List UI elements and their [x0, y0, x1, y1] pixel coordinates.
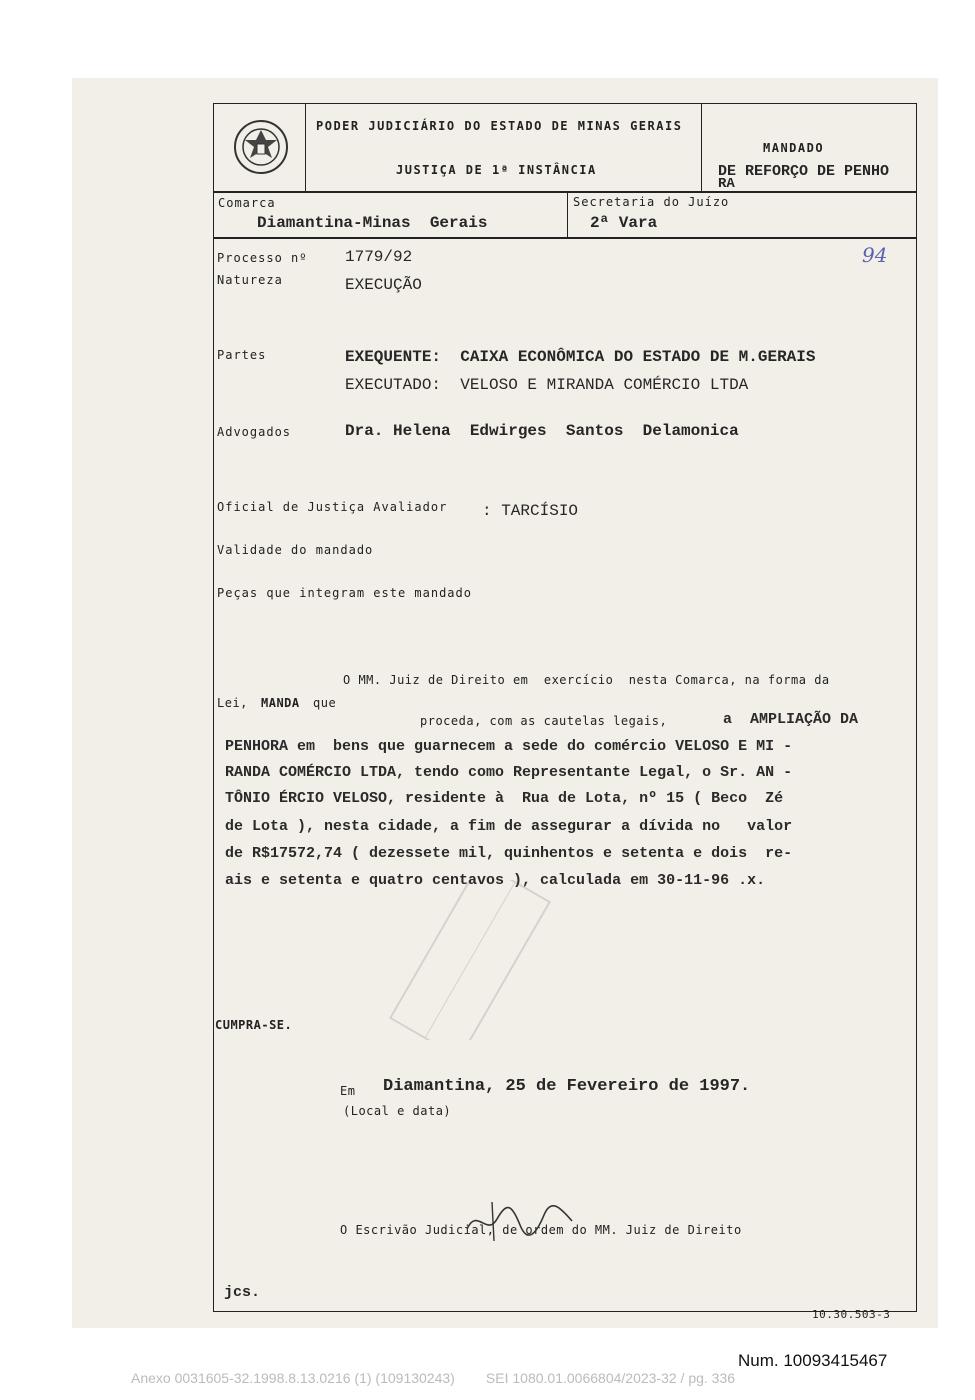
mandado-type-line1: DE REFORÇO DE PENHO [718, 163, 890, 180]
faded-stamp [360, 880, 580, 1040]
typist-initials: jcs. [224, 1284, 261, 1301]
order-lei: Lei, [217, 696, 248, 710]
court-name: PODER JUDICIÁRIO DO ESTADO DE MINAS GERAIS [316, 119, 683, 133]
exequente-line: EXEQUENTE: CAIXA ECONÔMICA DO ESTADO DE M.GERAIS [345, 348, 816, 366]
natureza-label: Natureza [217, 273, 283, 287]
mandado-label: MANDADO [763, 141, 825, 155]
pecas-label: Peças que integram este mandado [217, 586, 472, 600]
comarca-value: Diamantina-Minas Gerais [257, 214, 488, 232]
order-proceda: proceda, com as cautelas legais, [420, 714, 668, 728]
advogados-value: Dra. Helena Edwirges Santos Delamonica [345, 422, 739, 440]
form-code: 10.30.503-3 [812, 1308, 891, 1321]
advogados-label: Advogados [217, 425, 292, 439]
order-que: que [313, 696, 337, 710]
local-data-caption: (Local e data) [343, 1104, 452, 1118]
em-label: Em [340, 1084, 356, 1098]
escrivao-line: O Escrivão Judicial, de ordem do MM. Juiz de Direito [340, 1223, 742, 1237]
order-line-2: PENHORA em bens que guarnecem a sede do comércio VELOSO E MI - [225, 738, 793, 755]
footer-reference: Anexo 0031605-32.1998.8.13.0216 (1) (109130243) SEI 1080.01.0066804/2023-32 / pg. 336 [131, 1370, 736, 1386]
processo-label: Processo nº [217, 251, 308, 265]
local-data-value: Diamantina, 25 de Fevereiro de 1997. [383, 1077, 751, 1096]
cumpra-se: CUMPRA-SE. [215, 1018, 293, 1032]
partes-label: Partes [217, 348, 267, 362]
order-line-3: RANDA COMÉRCIO LTDA, tendo como Representante Legal, o Sr. AN - [225, 764, 793, 781]
order-line-4: TÔNIO ÉRCIO VELOSO, residente à Rua de Lota, nº 15 ( Beco Zé [225, 790, 784, 807]
secretaria-label: Secretaria do Juízo [573, 195, 730, 209]
validade-label: Validade do mandado [217, 543, 374, 557]
order-manda: MANDA [261, 696, 300, 710]
instance-title: JUSTIÇA DE 1ª INSTÂNCIA [396, 163, 597, 177]
secretaria-value: 2ª Vara [590, 214, 658, 232]
executado-line: EXECUTADO: VELOSO E MIRANDA COMÉRCIO LTDA [345, 376, 749, 394]
coat-of-arms-emblem [232, 118, 290, 176]
natureza-value: EXECUÇÃO [345, 276, 422, 294]
order-intro: O MM. Juiz de Direito em exercício nesta Comarca, na forma da [343, 673, 830, 687]
document-number: Num. 10093415467 [738, 1351, 888, 1370]
comarca-label: Comarca [218, 196, 276, 210]
mandado-type-line2: RA [718, 176, 735, 192]
oficial-value: : TARCÍSIO [482, 502, 579, 520]
processo-value: 1779/92 [345, 248, 413, 266]
order-line-1: a AMPLIAÇÃO DA [723, 711, 859, 728]
order-line-7: ais e setenta e quatro centavos ), calculada em 30-11-96 .x. [225, 872, 766, 889]
handwritten-signature [462, 1197, 582, 1242]
order-line-5: de Lota ), nesta cidade, a fim de assegurar a dívida no valor [225, 818, 793, 835]
order-line-6: de R$17572,74 ( dezessete mil, quinhentos e setenta e dois re- [225, 845, 793, 862]
handwritten-page-number: 94 [862, 243, 888, 267]
oficial-label: Oficial de Justiça Avaliador [217, 500, 448, 514]
